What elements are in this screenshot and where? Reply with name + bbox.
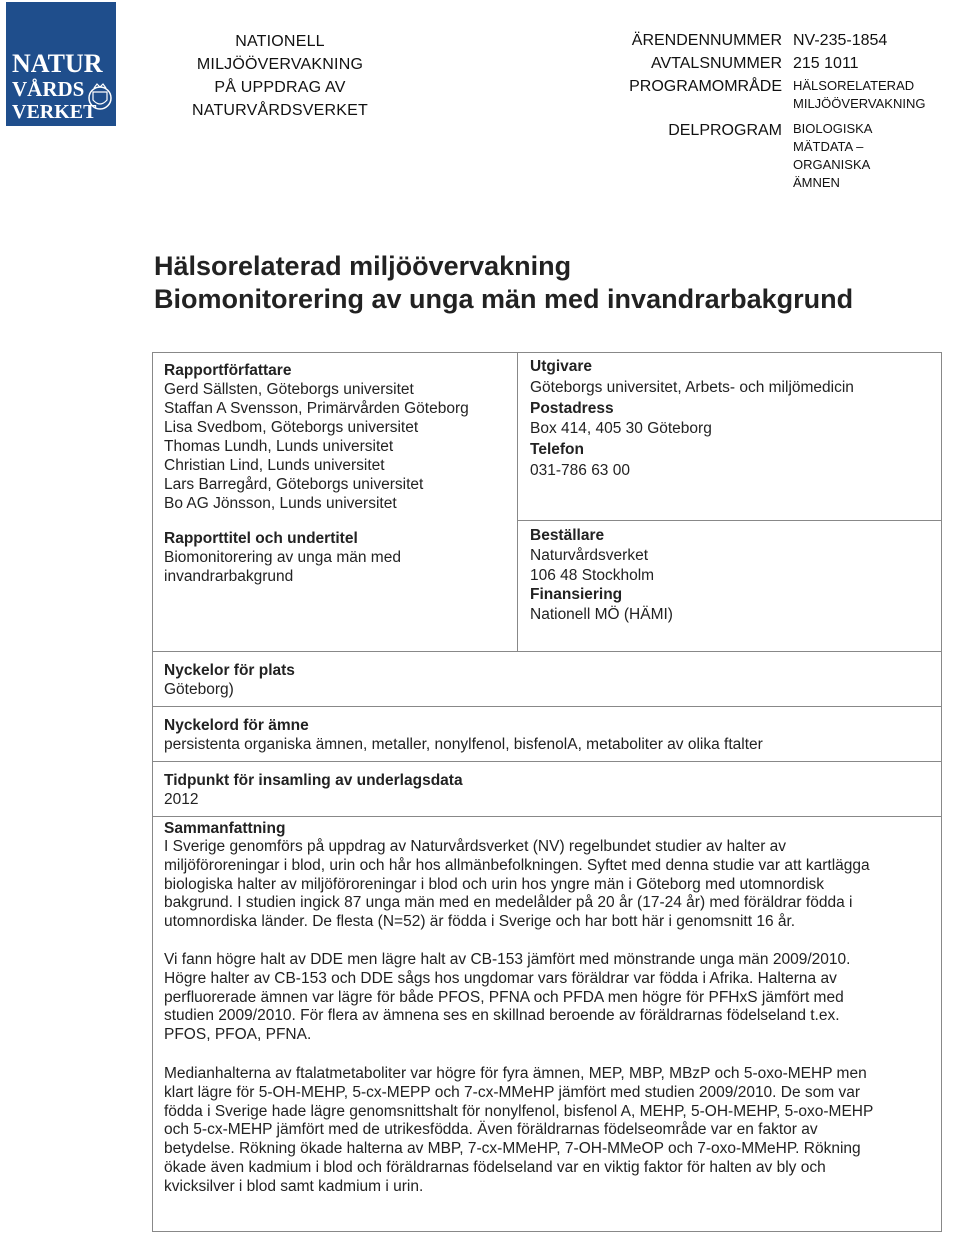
row-divider xyxy=(152,816,942,817)
author-item: Bo AG Jönsson, Lunds universitet xyxy=(164,495,397,512)
program-value: MILJÖÖVERVAKNING xyxy=(793,96,926,111)
summary-line: ökade även kadmium i blod och föräldrarnas födelseland var en viktig faktor för halten av bly och xyxy=(164,1158,826,1176)
collection-value: 2012 xyxy=(164,791,199,808)
client-cell xyxy=(530,526,673,625)
summary-line: klart lägre för 5-OH-MEHP, 5-cx-MEPP och 7-cx-MMeHP jämfört med studien 2009/2010. De som var xyxy=(164,1083,861,1101)
address-heading: Postadress xyxy=(530,399,614,417)
publisher-value: Göteborgs universitet, Arbets- och miljömedicin xyxy=(530,378,854,396)
place-cell xyxy=(164,661,295,699)
collection-heading: Tidpunkt för insamling av underlagsdata xyxy=(164,772,463,789)
place-heading: Nyckelor för plats xyxy=(164,662,295,679)
summary-line: PFOS, PFOA, PFNA. xyxy=(164,1026,312,1044)
title-line: Hälsorelaterad miljöövervakning xyxy=(154,251,572,281)
phone-value: 031-786 63 00 xyxy=(530,461,630,479)
org-line: NATIONELL xyxy=(235,33,325,50)
delprogram-label: DELPROGRAM xyxy=(668,122,782,139)
author-item: Lars Barregård, Göteborgs universitet xyxy=(164,476,424,493)
program-value: HÄLSORELATERAD xyxy=(793,78,915,93)
publisher-heading: Utgivare xyxy=(530,358,593,375)
summary-line: födda i Sverige hade lägre genomsnittshalt för nonylfenol, bisfenol A, MEHP, 5-OH-MEHP, 5-oxo-MEHP xyxy=(164,1102,874,1120)
funding-value: Nationell MÖ (HÄMI) xyxy=(530,606,673,624)
svg-text:VÅRDS: VÅRDS xyxy=(12,77,85,101)
publisher-cell xyxy=(530,357,854,482)
summary-line: Vi fann högre halt av DDE men lägre halt av CB-153 jämfört med mönstrande unga män 2009/2010. xyxy=(164,951,851,968)
program-label: PROGRAMOMRÅDE xyxy=(629,78,782,95)
summary-line: kvicksilver i blod samt kadmium i urin. xyxy=(164,1177,424,1195)
author-item: Lisa Svedbom, Göteborgs universitet xyxy=(164,419,419,436)
row-divider xyxy=(152,706,942,707)
naturvardsverket-logo xyxy=(6,2,116,126)
subject-heading: Nyckelord för ämne xyxy=(164,717,309,734)
org-line: MILJÖÖVERVAKNING xyxy=(196,56,364,73)
delprogram-value: ORGANISKA ÄMNEN xyxy=(793,157,870,190)
column-divider xyxy=(517,352,518,652)
summary-heading-cell xyxy=(164,819,285,838)
summary-heading: Sammanfattning xyxy=(164,820,286,837)
arende-value: NV-235-1854 xyxy=(793,32,888,49)
address-value: Box 414, 405 30 Göteborg xyxy=(530,420,712,438)
author-item: Thomas Lundh, Lunds universitet xyxy=(164,438,394,455)
phone-heading: Telefon xyxy=(530,441,584,459)
summary-line: perfluorerade ämnen var lägre för både PFOS, PFNA och PFDA men högre för PFHxS jämfört med xyxy=(164,988,844,1006)
summary-line: miljöföroreningar i blod, urin och hår hos allmänbefolkningen. Syftet med denna studie var att kartlägga xyxy=(164,856,870,874)
funding-heading: Finansiering xyxy=(530,586,623,604)
avtal-label: AVTALSNUMMER xyxy=(651,55,782,72)
summary-line: Högre halter av CB-153 och DDE sågs hos ungdomar vars föräldrar var födda i Afrika. Halterna av xyxy=(164,969,837,987)
row-divider xyxy=(517,520,942,521)
author-item: Christian Lind, Lunds universitet xyxy=(164,457,385,474)
summary-paragraph xyxy=(164,951,924,1045)
client-line: Naturvårdsverket xyxy=(530,546,649,564)
org-line: NATURVÅRDSVERKET xyxy=(192,102,368,119)
svg-text:NATUR: NATUR xyxy=(12,49,103,78)
authors-heading: Rapportförfattare xyxy=(164,362,292,379)
client-line: 106 48 Stockholm xyxy=(530,566,655,584)
summary-paragraph xyxy=(164,838,924,932)
report-title-cell xyxy=(164,529,401,586)
summary-line: biologiska halter av miljöföroreningar i blod och urin hos yngre män i Göteborg med utomnordisk xyxy=(164,875,824,893)
title-line: Biomonitorering av unga män med invandrarbakgrund xyxy=(154,284,854,314)
row-divider xyxy=(152,761,942,762)
row-divider xyxy=(152,651,942,652)
summary-line: utomnordiska länder. De flesta (N=52) är födda i Sverige och har bott här i genomsnitt 16 år. xyxy=(164,913,796,931)
summary-line: och 5-cx-MEHP jämfört med de utrikesfödda. Även föräldrarnas födelseområde var en faktor av xyxy=(164,1121,818,1139)
author-item: Gerd Sällsten, Göteborgs universitet xyxy=(164,381,414,398)
org-line: PÅ UPPDRAG AV xyxy=(214,79,346,96)
report-title-heading: Rapporttitel och undertitel xyxy=(164,530,358,547)
svg-text:VERKET: VERKET xyxy=(12,101,97,123)
summary-line: studien 2009/2010. För flera av ämnena ses en skillnad beroende av föräldrarnas födelseland t.ex. xyxy=(164,1007,840,1025)
arende-label: ÄRENDENNUMMER xyxy=(631,32,782,49)
page-title xyxy=(154,250,853,316)
client-heading: Beställare xyxy=(530,527,605,544)
summary-line: I Sverige genomförs på uppdrag av Naturvårdsverket (NV) regelbundet studier av halter av xyxy=(164,838,787,855)
author-item: Staffan A Svensson, Primärvården Göteborg xyxy=(164,400,469,417)
avtal-value: 215 1011 xyxy=(793,55,859,72)
summary-paragraph xyxy=(164,1065,924,1197)
summary-line: betydelse. Rökning ökade halterna av MBP, 7-cx-MMeHP, 7-OH-MMeOP och 7-oxo-MMeHP. Rökning xyxy=(164,1140,861,1158)
collection-cell xyxy=(164,771,463,809)
subject-value: persistenta organiska ämnen, metaller, nonylfenol, bisfenolA, metaboliter av olika ftalter xyxy=(164,736,763,753)
summary-line: Medianhalterna av ftalatmetaboliter var högre för fyra ämnen, MEP, MBP, MBzP och 5-oxo-MEHP men xyxy=(164,1065,867,1082)
delprogram-value: BIOLOGISKA MÄTDATA – xyxy=(793,121,872,154)
report-title-line: invandrarbakgrund xyxy=(164,568,294,585)
subject-cell xyxy=(164,716,763,754)
authors-cell xyxy=(164,361,469,513)
place-value: Göteborg) xyxy=(164,681,234,698)
report-title-line: Biomonitorering av unga män med xyxy=(164,549,401,566)
summary-line: bakgrund. I studien ingick 87 unga män med en medelålder på 20 år (17-24 år) med föräldrar födda i xyxy=(164,894,853,912)
organisation-block xyxy=(180,30,380,122)
